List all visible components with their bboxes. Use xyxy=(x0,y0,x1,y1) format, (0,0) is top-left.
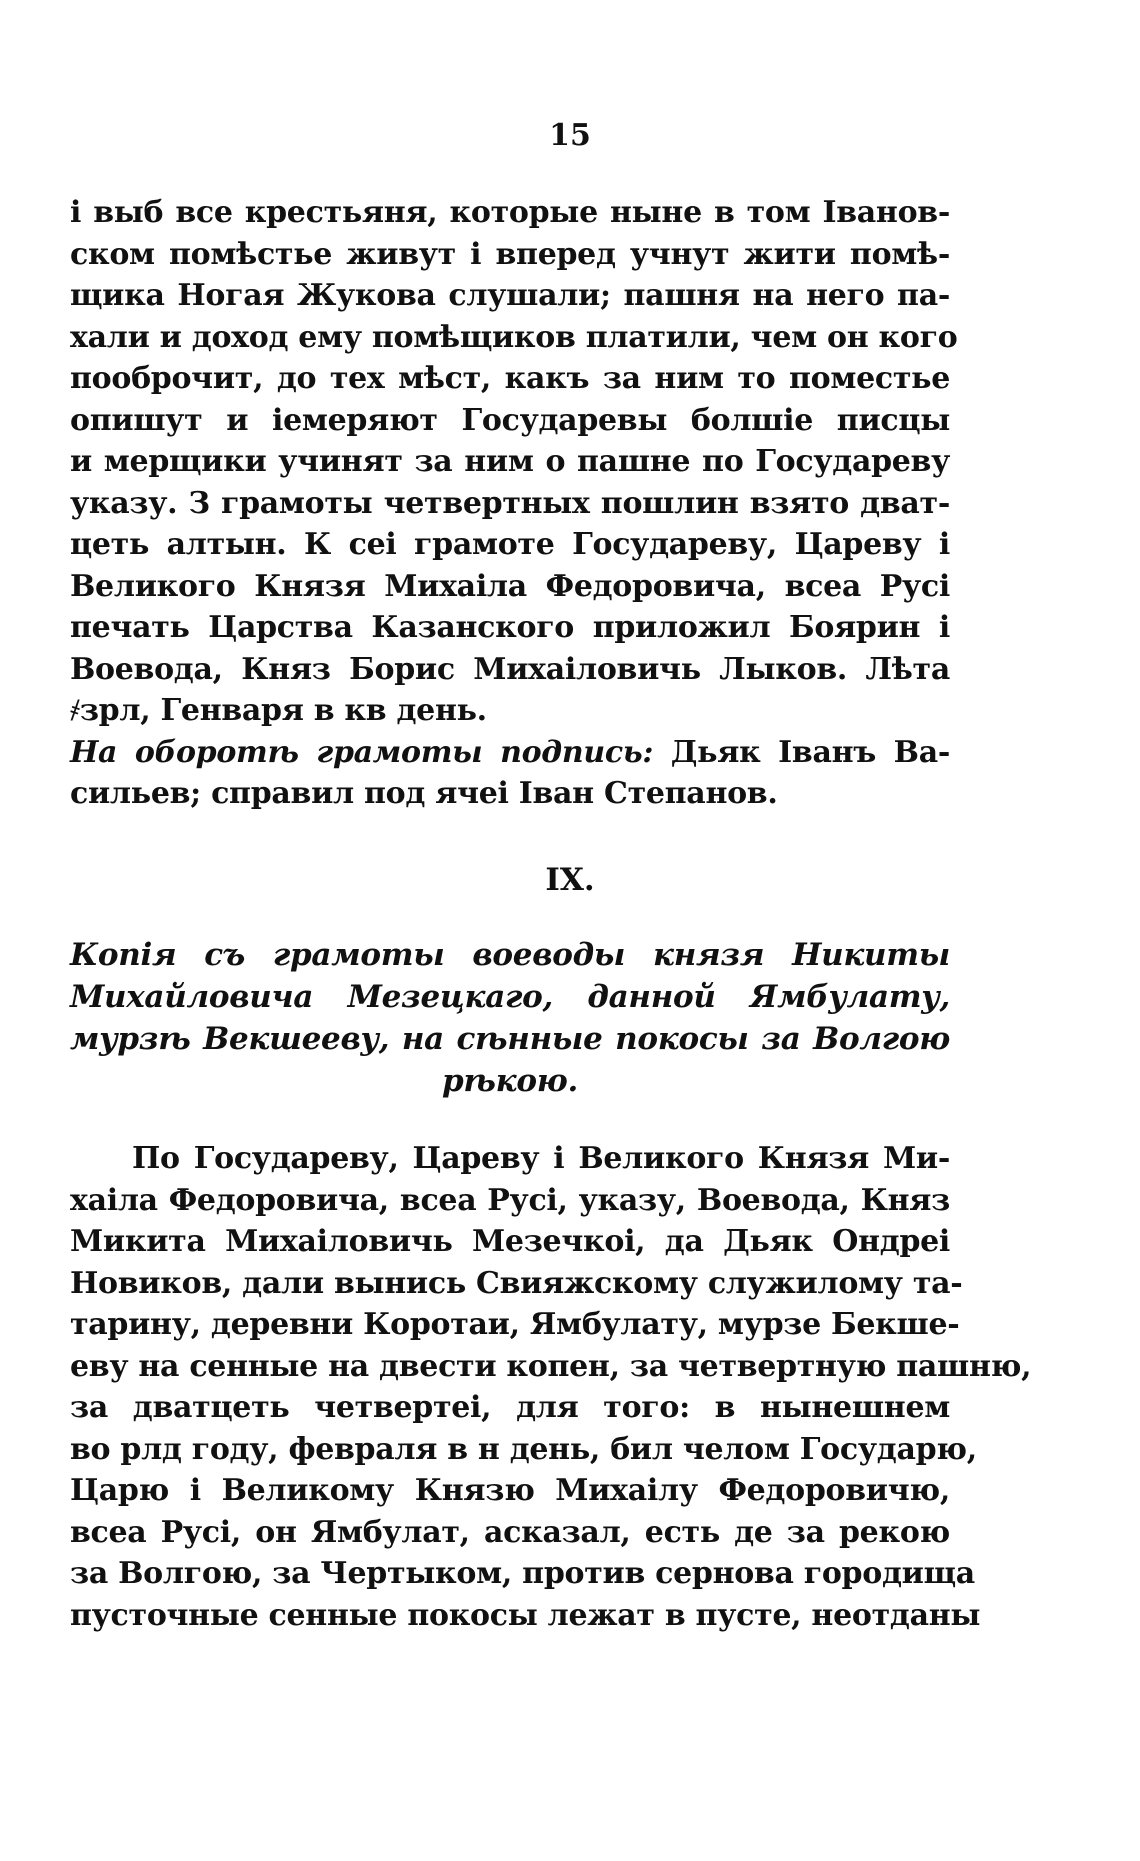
section-heading xyxy=(70,934,950,1102)
text-line: ском помѣстье живут і вперед учнут жити помѣ- xyxy=(70,236,950,272)
text-line: Новиков, дали вынись Свияжскому служилому та- xyxy=(70,1265,963,1301)
text-line: Воевода, Княз Борис Михаіловичь Лыков. Лѣта xyxy=(70,651,950,687)
text-line: всеа Русі, он Ямбулат, асказал, есть де за рекою xyxy=(70,1514,950,1550)
heading-line: Копія съ грамоты воеводы князя Никиты xyxy=(70,937,950,973)
heading-line: Михайловича Мезецкаго, данной Ямбулату, xyxy=(70,979,950,1015)
section-numeral: IX. xyxy=(545,862,595,898)
heading-line: рѣкою. xyxy=(442,1063,578,1099)
text-line: ҂зрл, Генваря в кв день. xyxy=(70,693,487,728)
text-line: печать Царства Казанского приложил Боярин і xyxy=(70,610,950,645)
text-line: щика Ногая Жукова слушали; пашня на него па- xyxy=(70,278,950,313)
text-line: во рлд году, февраля в н день, бил челом Государю, xyxy=(70,1431,977,1467)
second-text-block xyxy=(70,1138,1032,1636)
text-line: за дватцеть четвертеі, для того: в нынешнем xyxy=(70,1390,950,1425)
page-number: 15 xyxy=(549,118,591,153)
text-line: указу. З грамоты четвертных пошлин взято дват- xyxy=(70,485,950,521)
signature-line xyxy=(70,732,950,774)
first-text-block xyxy=(70,192,958,815)
text-line: Великого Князя Михаіла Федоровича, всеа Русі xyxy=(70,568,950,604)
text-line: Микита Михаіловичь Мезечкоі, да Дьяк Ондреі xyxy=(70,1224,950,1259)
text-line: цеть алтын. К сеі грамоте Государеву, Цареву і xyxy=(70,527,950,562)
text-line: тарину, деревни Коротаи, Ямбулату, мурзе Бекше- xyxy=(70,1307,960,1342)
signature-rest: Дьяк Іванъ Ва- xyxy=(653,734,950,770)
text-line: Царю і Великому Князю Михаілу Федоровичю, xyxy=(70,1473,950,1508)
text-line: опишут и іемеряют Государевы болшіе писцы xyxy=(70,402,950,438)
text-line: и мерщики учинят за ним о пашне по Государеву xyxy=(70,444,950,479)
signature-prefix: На оборотѣ грамоты подпись: xyxy=(70,734,654,770)
text-line: пусточные сенные покосы лежат в пусте, неотданы xyxy=(70,1597,981,1633)
text-line: пооброчит, до тех мѣст, какъ за ним то поместье xyxy=(70,361,950,396)
text-line: за Волгою, за Чертыком, против сернова городища xyxy=(70,1556,975,1591)
text-line: еву на сенные на двести копен, за четвертную пашню, xyxy=(70,1348,1032,1384)
heading-line: мурзѣ Векшееву, на сѣнные покосы за Волгою xyxy=(70,1021,950,1057)
signature-line-2: сильев; справил под ячеі Іван Степанов. xyxy=(70,776,778,811)
text-line: і выб все крестьяня, которые ныне в том Іванов- xyxy=(70,195,950,230)
text-line: По Государеву, Цареву і Великого Князя Ми- xyxy=(132,1141,950,1176)
text-line: хаіла Федоровича, всеа Русі, указу, Воевода, Княз xyxy=(70,1182,950,1218)
text-line: хали и доход ему помѣщиков платили, чем он кого xyxy=(70,319,958,355)
